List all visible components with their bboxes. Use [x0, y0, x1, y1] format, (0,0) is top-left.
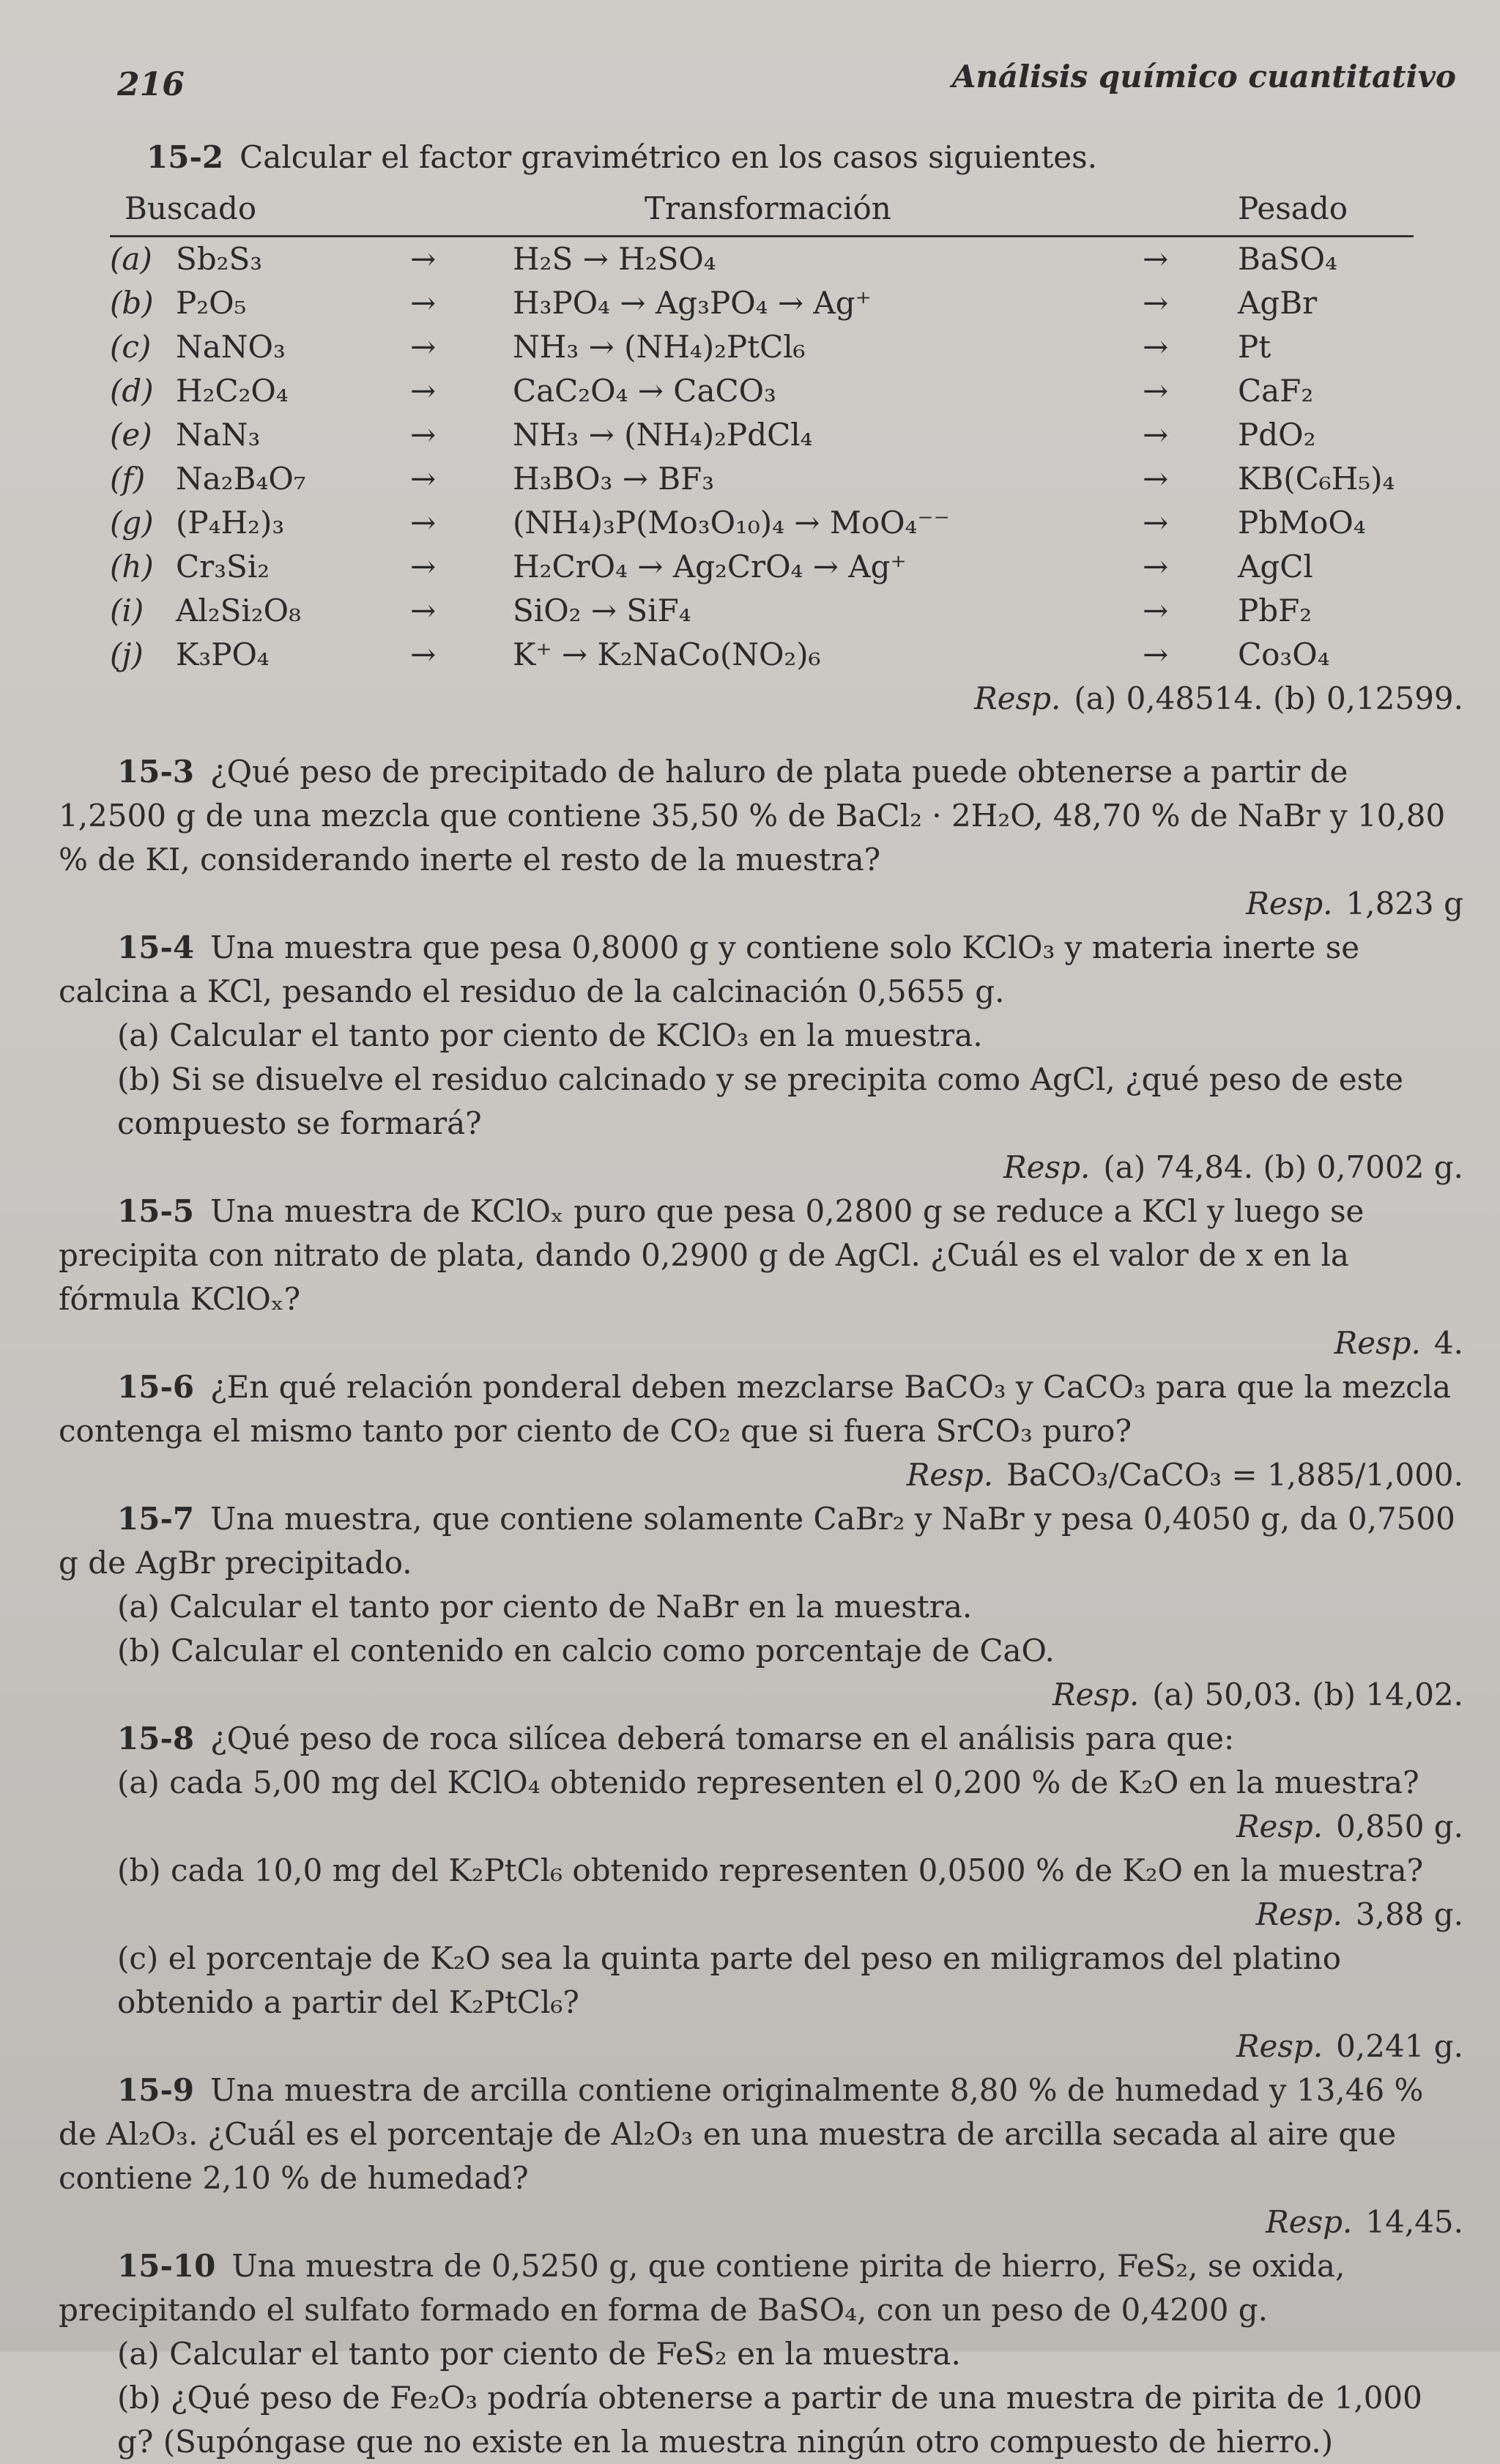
answer: Resp. 3,88 g. [1255, 1896, 1463, 1932]
problem-statement: Calcular el factor gravimétrico en los casos siguientes. [240, 139, 1098, 175]
arrow-icon: → [410, 417, 437, 453]
arrow-icon: → [1143, 505, 1169, 541]
arrow-icon: → [410, 593, 437, 628]
answer: Resp. (a) 74,84. (b) 0,7002 g. [1003, 1149, 1463, 1185]
answer: Resp. BaCO₃/CaCO₃ = 1,885/1,000. [906, 1457, 1463, 1493]
problem-number: 15-4 [117, 929, 195, 965]
arrow-icon: → [1143, 417, 1169, 453]
problem-15-9 [59, 2068, 1463, 2200]
answer: Resp. 1,823 g [1246, 886, 1463, 921]
problem-text: ¿Qué peso de roca silícea deberá tomarse en el análisis para que: [210, 1721, 1235, 1756]
arrow-icon: → [1143, 593, 1169, 628]
table-row: (i) Al₂Si₂O₈ → SiO₂ → SiF₄ → PbF₂ [110, 589, 1414, 633]
part-a: (a) cada 5,00 mg del KClO₄ obtenido representen el 0,200 % de K₂O en la muestra? [117, 1764, 1419, 1800]
arrow-icon: → [410, 637, 437, 672]
problem-number: 15-10 [117, 2248, 216, 2284]
answer: Resp. (a) 0,48514. (b) 0,12599. [974, 680, 1463, 716]
problem-15-7 [59, 1497, 1463, 1585]
problem-15-3 [59, 750, 1463, 882]
arrow-icon: → [1143, 373, 1169, 409]
arrow-icon: → [410, 549, 437, 585]
problem-number: 15-6 [117, 1369, 195, 1405]
part-a: (a) Calcular el tanto por ciento de FeS₂ en la muestra. [117, 2336, 961, 2372]
column-header-weighed: Pesado [1238, 187, 1414, 237]
arrow-icon: → [1143, 285, 1169, 321]
problem-15-2 [59, 136, 1463, 179]
table-row: (j) K₃PO₄ → K⁺ → K₂NaCo(NO₂)₆ → Co₃O₄ [110, 633, 1414, 677]
problem-number: 15-2 [146, 139, 224, 175]
column-header-sought: Buscado [110, 187, 410, 237]
problem-number: 15-9 [117, 2072, 195, 2108]
table-row: (b) P₂O₅ → H₃PO₄ → Ag₃PO₄ → Ag⁺ → AgBr [110, 281, 1414, 325]
problem-text: Una muestra de KClOₓ puro que pesa 0,2800 g se reduce a KCl y luego se precipita con nitrato de plata, dando 0,2900 g de AgCl. ¿Cuál es el valor de x en la fórmula KClOₓ? [59, 1193, 1365, 1317]
problem-text: Una muestra de 0,5250 g, que contiene pirita de hierro, FeS₂, se oxida, precipitando el sulfato formado en forma de BaSO₄, con un peso de 0,4200 g. [59, 2248, 1345, 2328]
problem-number: 15-7 [117, 1501, 195, 1537]
problem-15-8 [59, 1717, 1463, 1761]
arrow-icon: → [410, 461, 437, 497]
problem-15-10 [59, 2244, 1463, 2332]
problem-15-6 [59, 1365, 1463, 1453]
page-header [117, 59, 1456, 117]
arrow-icon: → [410, 329, 437, 365]
answer: Resp. 0,241 g. [1236, 2028, 1463, 2064]
arrow-icon: → [1143, 241, 1169, 277]
gravimetric-table [110, 187, 1414, 677]
problem-15-5 [59, 1190, 1463, 1321]
answer: Resp. 0,850 g. [1236, 1808, 1463, 1844]
answer: Resp. 14,45. [1266, 2204, 1463, 2240]
part-a: (a) Calcular el tanto por ciento de KClO₃ en la muestra. [117, 1017, 983, 1053]
part-b: (b) Calcular el contenido en calcio como porcentaje de CaO. [117, 1633, 1055, 1669]
part-a: (a) Calcular el tanto por ciento de NaBr en la muestra. [117, 1589, 973, 1625]
problem-number: 15-8 [117, 1721, 195, 1756]
problem-number: 15-3 [117, 754, 195, 790]
arrow-icon: → [410, 505, 437, 541]
running-head: Análisis químico cuantitativo [951, 59, 1456, 94]
part-b: (b) ¿Qué peso de Fe₂O₃ podría obtenerse a partir de una muestra de pirita de 1,000 g? (Supóngase que no existe en la muestra ningún otro compuesto de hierro.) [117, 2380, 1422, 2460]
arrow-icon: → [1143, 637, 1169, 672]
page-content [59, 136, 1463, 2464]
arrow-icon: → [1143, 461, 1169, 497]
table-row: (d) H₂C₂O₄ → CaC₂O₄ → CaCO₃ → CaF₂ [110, 369, 1414, 413]
page-number: 216 [117, 66, 185, 103]
table-row: (g) (P₄H₂)₃ → (NH₄)₃P(Mo₃O₁₀)₄ → MoO₄⁻⁻ → PbMoO₄ [110, 501, 1414, 545]
table-row: (c) NaNO₃ → NH₃ → (NH₄)₂PtCl₆ → Pt [110, 325, 1414, 369]
part-c: (c) el porcentaje de K₂O sea la quinta parte del peso en miligramos del platino obtenido a partir del K₂PtCl₆? [117, 1940, 1341, 2020]
table-row: (a) Sb₂S₃ → H₂S → H₂SO₄ → BaSO₄ [110, 237, 1414, 282]
part-b: (b) Si se disuelve el residuo calcinado y se precipita como AgCl, ¿qué peso de este compuesto se formará? [117, 1061, 1403, 1141]
arrow-icon: → [410, 241, 437, 277]
arrow-icon: → [1143, 329, 1169, 365]
problem-text: Una muestra, que contiene solamente CaBr₂ y NaBr y pesa 0,4050 g, da 0,7500 g de AgBr precipitado. [59, 1501, 1455, 1581]
column-header-transformation: Transformación [513, 187, 1143, 237]
part-b: (b) cada 10,0 mg del K₂PtCl₆ obtenido representen 0,0500 % de K₂O en la muestra? [117, 1852, 1424, 1888]
table-row: (e) NaN₃ → NH₃ → (NH₄)₂PdCl₄ → PdO₂ [110, 413, 1414, 457]
table-row: (h) Cr₃Si₂ → H₂CrO₄ → Ag₂CrO₄ → Ag⁺ → AgCl [110, 545, 1414, 589]
problem-text: ¿En qué relación ponderal deben mezclarse BaCO₃ y CaCO₃ para que la mezcla contenga el mismo tanto por ciento de CO₂ que si fuera SrCO₃ puro? [59, 1369, 1452, 1449]
answer: Resp. (a) 50,03. (b) 14,02. [1052, 1677, 1463, 1712]
arrow-icon: → [410, 285, 437, 321]
problem-text: Una muestra de arcilla contiene originalmente 8,80 % de humedad y 13,46 % de Al₂O₃. ¿Cuál es el porcentaje de Al₂O₃ en una muestra de arcilla secada al aire que contiene 2,10 % de humedad? [59, 2072, 1424, 2196]
problem-text: Una muestra que pesa 0,8000 g y contiene solo KClO₃ y materia inerte se calcina a KCl, pesando el residuo de la calcinación 0,5655 g. [59, 929, 1360, 1009]
arrow-icon: → [410, 373, 437, 409]
table-row: (f) Na₂B₄O₇ → H₃BO₃ → BF₃ → KB(C₆H₅)₄ [110, 457, 1414, 501]
problem-number: 15-5 [117, 1193, 195, 1229]
problem-text: ¿Qué peso de precipitado de haluro de plata puede obtenerse a partir de 1,2500 g de una mezcla que contiene 35,50 % de BaCl₂ · 2H₂O, 48,70 % de NaBr y 10,80 % de KI, considerando inerte el resto de la muestra? [59, 754, 1446, 877]
table-header-row [110, 187, 1414, 237]
problem-15-4 [59, 926, 1463, 1014]
answer: Resp. 4. [1334, 1325, 1463, 1361]
arrow-icon: → [1143, 549, 1169, 585]
